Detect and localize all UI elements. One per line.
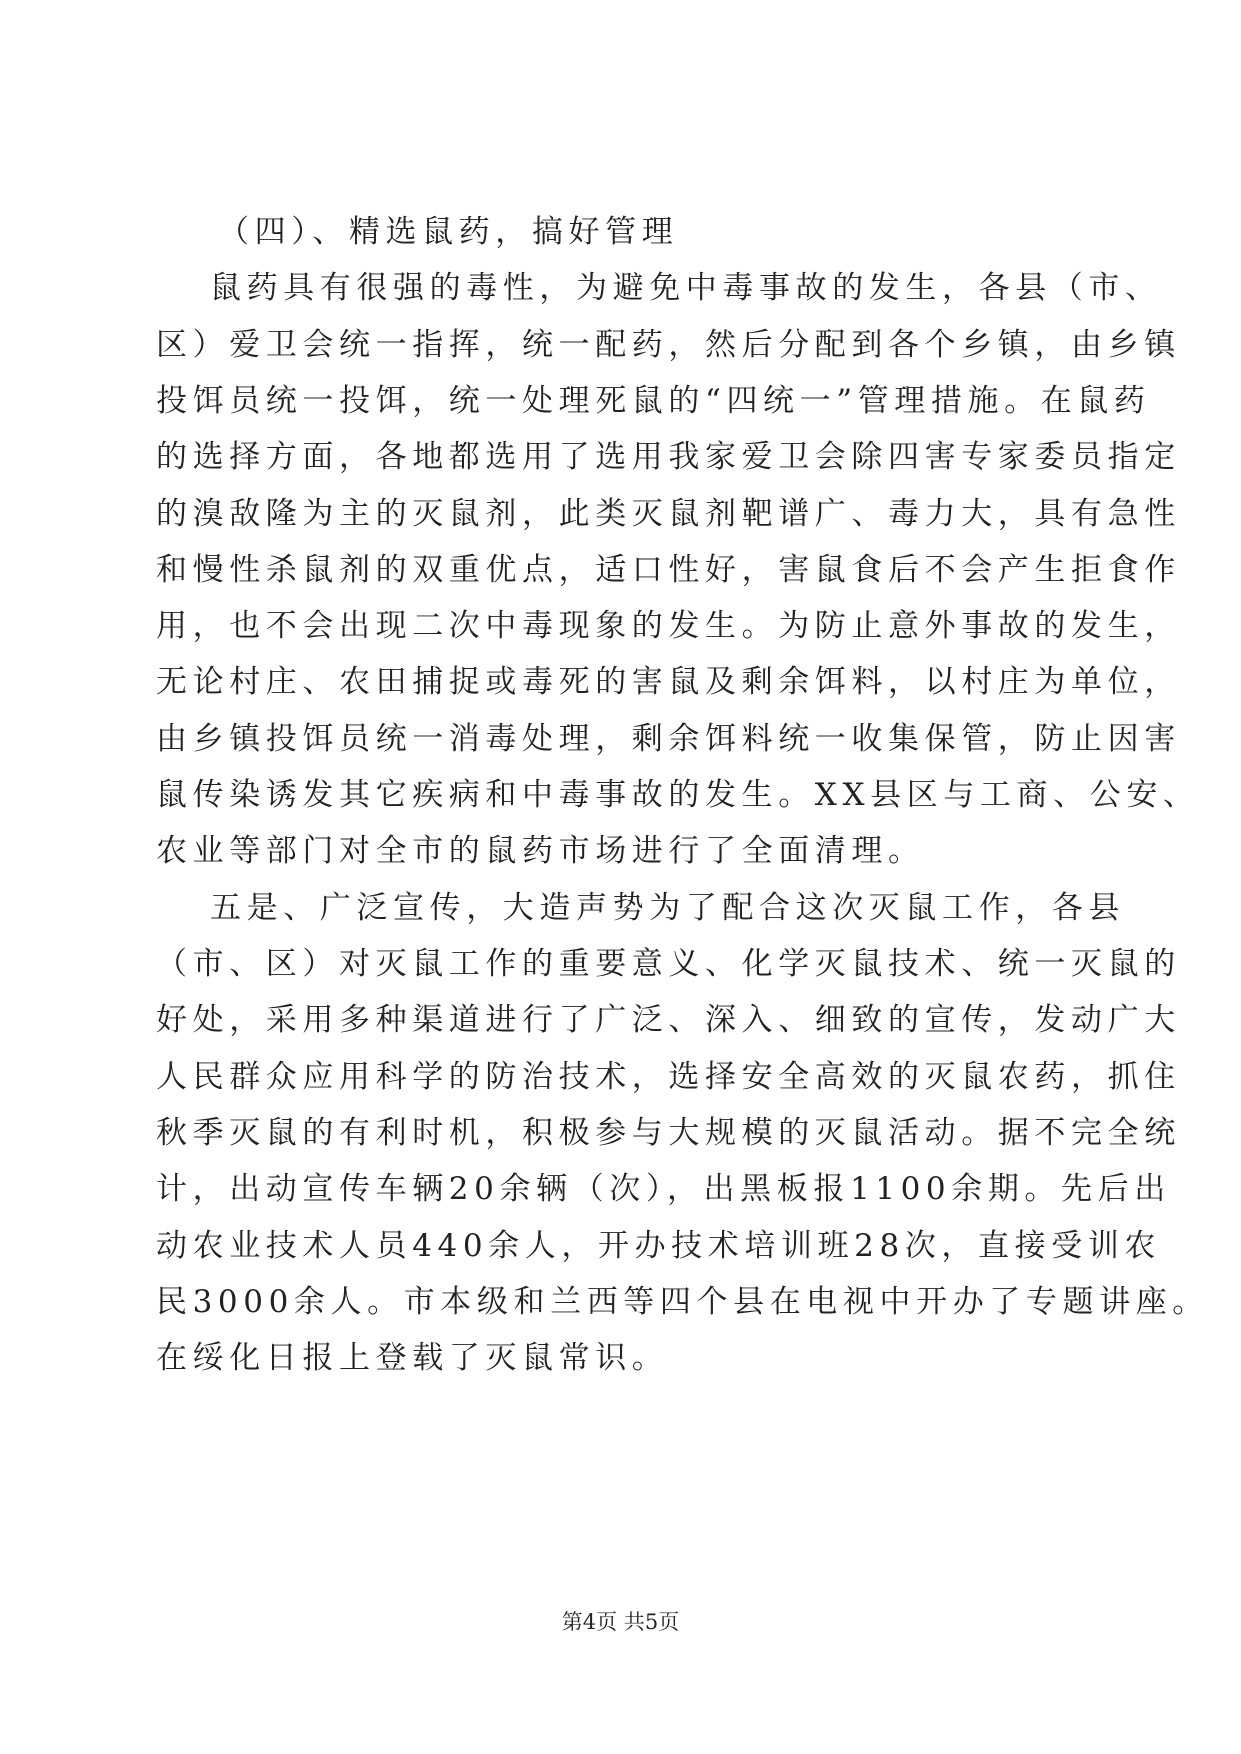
paragraph-line: 鼠药具有很强的毒性，为避免中毒事故的发生，各县（市、 bbox=[210, 270, 1162, 306]
paragraph-line: 鼠传染诱发其它疾病和中毒事故的发生。XX县区与工商、公安、 bbox=[156, 777, 1200, 813]
paragraph-line: 计，出动宣传车辆20余辆（次），出黑板报1100余期。先后出 bbox=[156, 1171, 1171, 1207]
paragraph-line: 和慢性杀鼠剂的双重优点，适口性好，害鼠食后不会产生拒食作 bbox=[156, 552, 1181, 588]
paragraph-line: 用，也不会出现二次中毒现象的发生。为防止意外事故的发生， bbox=[156, 608, 1181, 644]
paragraph-line: 农业等部门对全市的鼠药市场进行了全面清理。 bbox=[156, 833, 925, 869]
paragraph-line: 由乡镇投饵员统一消毒处理，剩余饵料统一收集保管，防止因害 bbox=[156, 721, 1181, 757]
paragraph-line: 动农业技术人员440余人，开办技术培训班28次，直接受训农 bbox=[156, 1228, 1162, 1264]
section-heading: （四）、精选鼠药，搞好管理 bbox=[218, 214, 679, 250]
paragraph-line: 的选择方面，各地都选用了选用我家爱卫会除四害专家委员指定 bbox=[156, 439, 1181, 475]
paragraph-line: 无论村庄、农田捕捉或毒死的害鼠及剩余饵料，以村庄为单位， bbox=[156, 664, 1181, 700]
paragraph-line: 民3000余人。市本级和兰西等四个县在电视中开办了专题讲座。 bbox=[156, 1284, 1209, 1320]
paragraph-line: 区）爱卫会统一指挥，统一配药，然后分配到各个乡镇，由乡镇 bbox=[156, 327, 1181, 363]
paragraph-line: 的溴敌隆为主的灭鼠剂，此类灭鼠剂靶谱广、毒力大，具有急性 bbox=[156, 496, 1181, 532]
paragraph-line: 五是、广泛宣传，大造声势为了配合这次灭鼠工作，各县 bbox=[210, 890, 1125, 926]
paragraph-line: 好处，采用多种渠道进行了广泛、深入、细致的宣传，发动广大 bbox=[156, 1002, 1181, 1038]
paragraph-line: 在绥化日报上登载了灭鼠常识。 bbox=[156, 1340, 669, 1376]
paragraph-line: （市、区）对灭鼠工作的重要意义、化学灭鼠技术、统一灭鼠的 bbox=[156, 946, 1181, 982]
paragraph-line: 秋季灭鼠的有利时机，积极参与大规模的灭鼠活动。据不完全统 bbox=[156, 1115, 1181, 1151]
page-number-footer: 第4页 共5页 bbox=[561, 1610, 680, 1634]
paragraph-line: 人民群众应用科学的防治技术，选择安全高效的灭鼠农药，抓住 bbox=[156, 1059, 1181, 1095]
paragraph-line: 投饵员统一投饵，统一处理死鼠的“四统一”管理措施。在鼠药 bbox=[156, 383, 1151, 419]
